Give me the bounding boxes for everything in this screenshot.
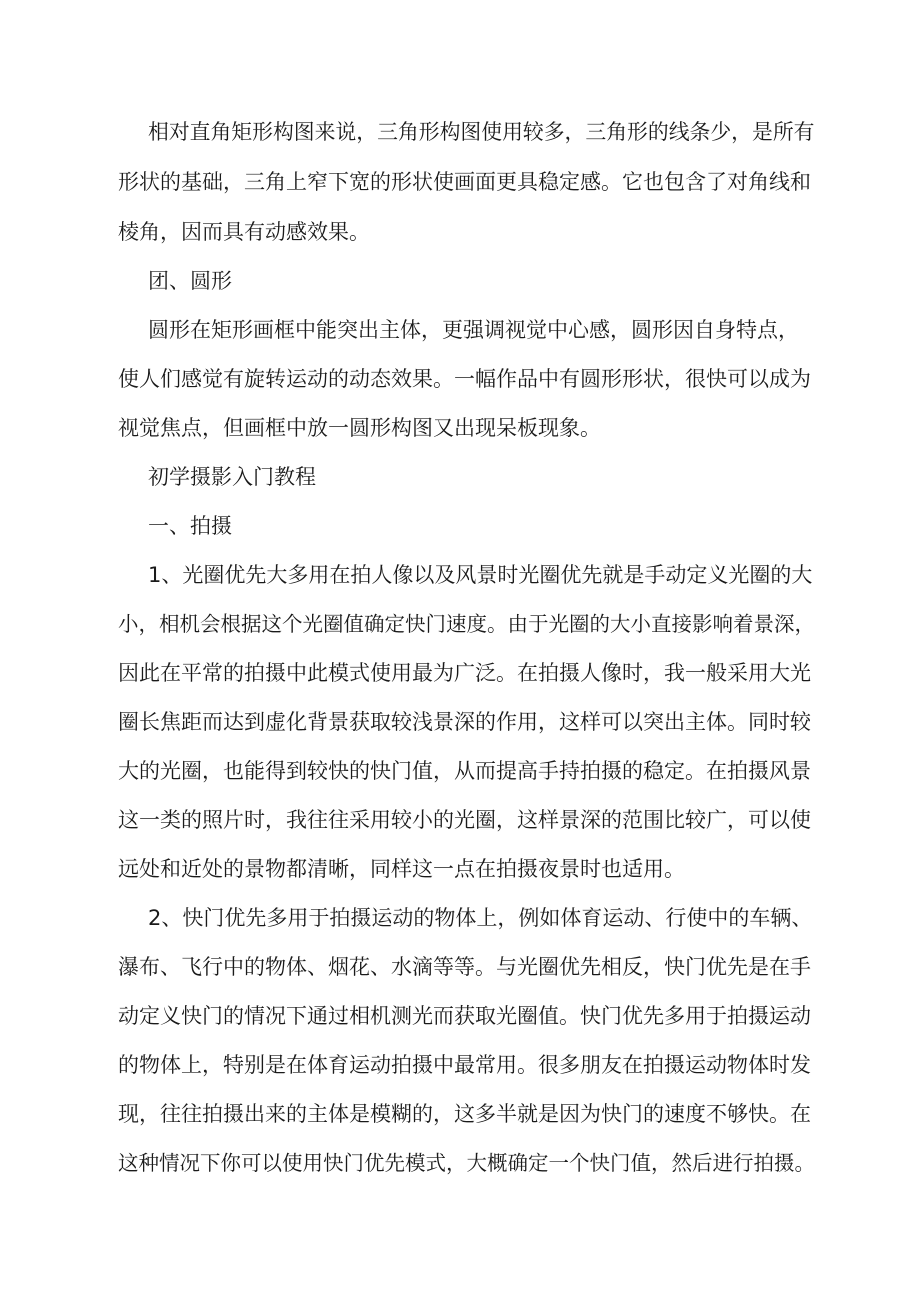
paragraph-aperture-line-4: 圈长焦距而达到虚化背景获取较浅景深的作用，这样可以突出主体。同时较 <box>118 710 811 734</box>
paragraph-circle-line-2: 使人们感觉有旋转运动的动态效果。一幅作品中有圆形形状，很快可以成为 <box>118 367 811 391</box>
paragraph-aperture-line-6: 这一类的照片时，我往往采用较小的光圈，这样景深的范围比较广，可以使 <box>118 808 811 832</box>
paragraph-aperture-line-7: 远处和近处的景物都清晰，同样这一点在拍摄夜景时也适用。 <box>118 857 685 881</box>
paragraph-aperture-line-3: 因此在平常的拍摄中此模式使用最为广泛。在拍摄人像时，我一般采用大光 <box>118 661 811 685</box>
paragraph-shutter-line-1: 2、快门优先多用于拍摄运动的物体上，例如体育运动、行使中的车辆、 <box>148 906 813 930</box>
paragraph-aperture-line-2: 小，相机会根据这个光圈值确定快门速度。由于光圈的大小直接影响着景深， <box>118 612 815 636</box>
paragraph-shutter-line-5: 现，往往拍摄出来的主体是模糊的，这多半就是因为快门的速度不够快。在 <box>118 1102 811 1126</box>
paragraph-triangle-line-2: 形状的基础，三角上窄下宽的形状使画面更具稳定感。它也包含了对角线和 <box>118 170 811 194</box>
paragraph-shutter-line-6: 这种情况下你可以使用快门优先模式，大概确定一个快门值，然后进行拍摄。 <box>118 1151 815 1175</box>
paragraph-circle-line-1: 圆形在矩形画框中能突出主体，更强调视觉中心感，圆形因自身特点， <box>148 318 799 342</box>
paragraph-shutter-line-3: 动定义快门的情况下通过相机测光而获取光圈值。快门优先多用于拍摄运动 <box>118 1004 811 1028</box>
paragraph-triangle-line-3: 棱角，因而具有动感效果。 <box>118 220 370 244</box>
paragraph-aperture-line-1: 1、光圈优先大多用在拍人像以及风景时光圈优先就是手动定义光圈的大 <box>148 563 813 587</box>
heading-circle: 团、圆形 <box>148 269 232 293</box>
paragraph-aperture-line-5: 大的光圈，也能得到较快的快门值，从而提高手持拍摄的稳定。在拍摄风景 <box>118 759 811 783</box>
paragraph-circle-line-3: 视觉焦点，但画框中放一圆形构图又出现呆板现象。 <box>118 416 601 440</box>
heading-tutorial: 初学摄影入门教程 <box>148 465 316 489</box>
paragraph-triangle-line-1: 相对直角矩形构图来说，三角形构图使用较多，三角形的线条少，是所有 <box>148 120 815 144</box>
heading-shooting: 一、拍摄 <box>148 514 232 538</box>
paragraph-shutter-line-4: 的物体上，特别是在体育运动拍摄中最常用。很多朋友在拍摄运动物体时发 <box>118 1053 811 1077</box>
paragraph-shutter-line-2: 瀑布、飞行中的物体、烟花、水滴等等。与光圈优先相反，快门优先是在手 <box>118 955 811 979</box>
